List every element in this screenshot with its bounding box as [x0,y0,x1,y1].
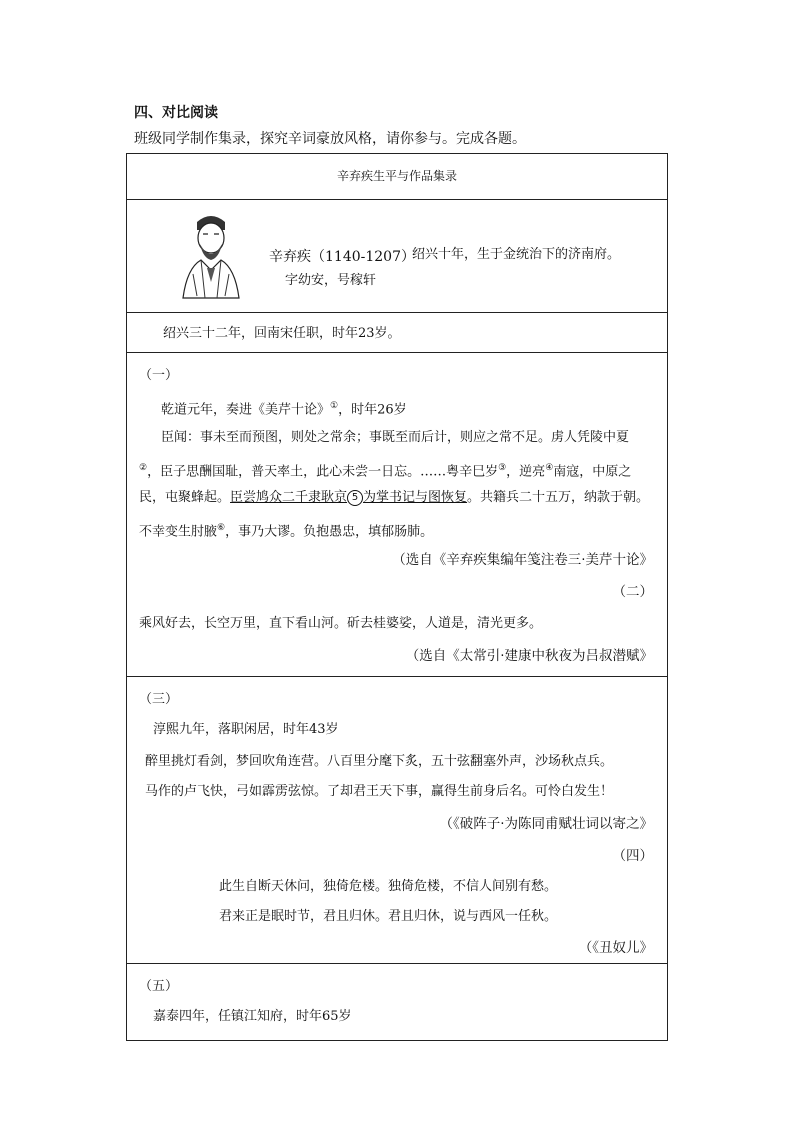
section-three-four-row [127,677,667,964]
sec1-para-line1: 臣闻：事未至而预图，则处之常余；事既至而后计，则应之常不足。虏人凭陵中夏 [161,430,630,445]
sec1-label: （一） [139,368,179,383]
sec2-label: （二） [612,584,653,600]
sec3-label: （三） [139,692,179,707]
sec1-para-line3: 民，屯聚蜂起。臣尝鸠众二千隶耿京 5 为掌书记与图恢复。共籍兵二十五万，纳款于朝。 [139,490,650,505]
sec4-line2: 君来正是眠时节，君且归休。君且归休，说与西风一任秋。 [219,909,558,924]
underlined-sentence: 臣尝鸠众二千隶耿京 5 为掌书记与图恢复 [230,490,468,505]
sec1-para-line2: ②，臣子思酬国耻，普天率土，此心未尝一日忘。……粤辛巳岁③，逆亮④南寇，中原之 [139,463,632,480]
section-one-two-row [127,353,667,677]
sec4-label: （四） [612,848,653,864]
profile-birth: 绍兴十年，生于金统治下的济南府。 [412,247,621,262]
sec2-text: 乘风好去，长空万里，直下看山河。斫去桂婆娑，人道是，清光更多。 [139,616,543,631]
sec3-line2: 马作的卢飞快，弓如霹雳弦惊。了却君王天下事，赢得生前身后名。可怜白发生！ [145,784,614,799]
sec3-date: 淳熙九年，落职闲居，时年43岁 [153,722,339,737]
instructions: 班级同学制作集录，探究辛词豪放风格，请你参与。完成各题。 [134,131,526,147]
section-five-row [127,964,667,1040]
sec1-para-line4: 不幸变生肘腋⑥，事乃大谬。负抱愚忠，填郁肠肺。 [139,523,434,540]
sec5-date: 嘉泰四年，任镇江知府，时年65岁 [153,1009,352,1024]
profile-name: 辛弃疾（1140-1207） [269,249,415,265]
profile-courtesy: 字幼安，号稼轩 [285,273,377,288]
record-table [126,153,668,1041]
table-title-row [127,154,667,200]
section-heading: 四、对比阅读 [134,105,218,121]
portrait-illustration [169,208,253,300]
return-text: 绍兴三十二年，回南宋任职，时年23岁。 [163,326,401,341]
sec4-source: （《丑奴儿》 [578,940,653,956]
sec2-source: （选自《太常引·建康中秋夜为吕叔潜赋》 [405,648,653,664]
profile-row [127,200,667,313]
sec5-label: （五） [139,979,179,994]
table-title: 辛弃疾生平与作品集录 [336,169,457,183]
sec1-date: 乾道元年，奏进《美芹十论》①，时年26岁 [161,401,407,418]
return-row [127,313,667,353]
sec3-source: （《破阵子·为陈同甫赋壮词以寄之》 [439,816,653,832]
sec1-source: （选自《辛弃疾集编年笺注卷三·美芹十论》 [392,552,653,568]
sec3-line1: 醉里挑灯看剑，梦回吹角连营。八百里分麾下炙，五十弦翻塞外声，沙场秋点兵。 [145,754,614,769]
sec4-line1: 此生自断天休问，独倚危楼。独倚危楼，不信人间别有愁。 [219,879,558,894]
